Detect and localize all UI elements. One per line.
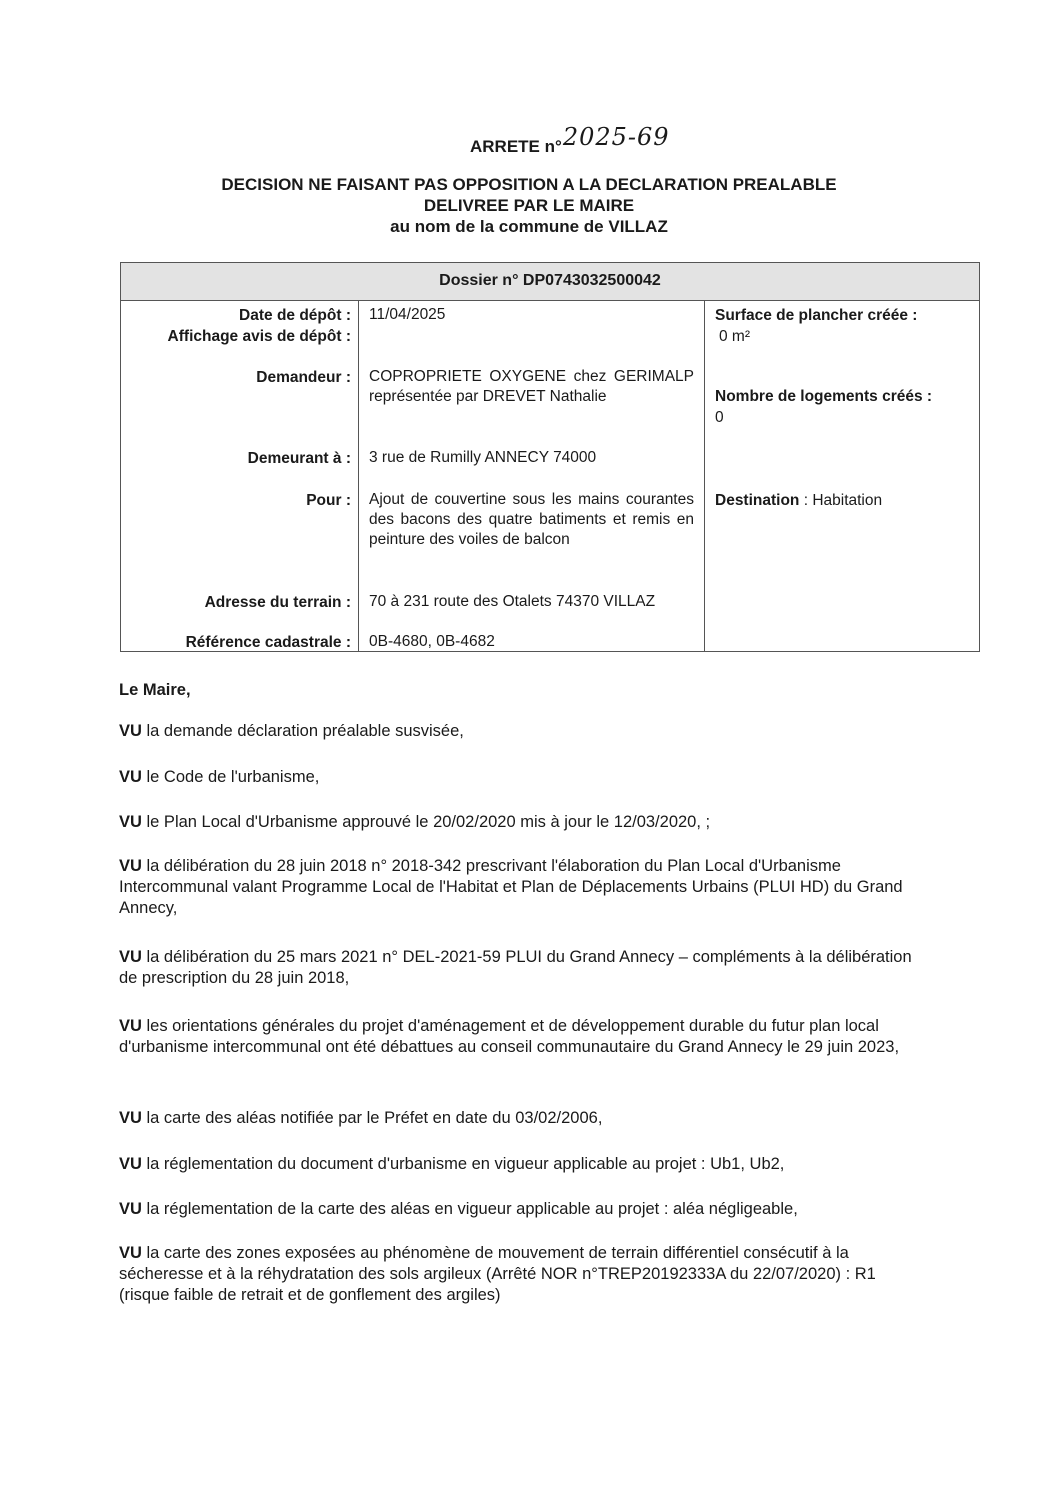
destination-label: Destination <box>715 492 800 509</box>
label-affichage: Affichage avis de dépôt : <box>167 328 351 345</box>
vu-paragraph <box>119 947 929 989</box>
surface-plancher-value: 0 m² <box>719 328 750 345</box>
decision-title <box>120 174 938 237</box>
column-divider <box>704 301 705 651</box>
surface-plancher <box>715 305 973 347</box>
nombre-logements <box>715 386 973 428</box>
vu-text: le Code de l'urbanisme, <box>141 768 320 786</box>
vu-keyword: VU <box>119 1200 142 1218</box>
vu-paragraph <box>119 767 929 788</box>
label-demeurant: Demeurant à : <box>247 450 351 467</box>
arrete-label: ARRETE n° <box>470 137 562 156</box>
destination <box>715 490 973 511</box>
surface-plancher-label: Surface de plancher créée : <box>715 307 918 324</box>
dossier-table <box>120 262 980 652</box>
destination-value: : Habitation <box>799 492 883 509</box>
label-reference-cadastrale: Référence cadastrale : <box>185 634 351 651</box>
handwritten-arrete-number: 2025-69 <box>562 123 670 151</box>
vu-paragraph <box>119 1154 929 1175</box>
value-adresse-terrain: 70 à 231 route des Otalets 74370 VILLAZ <box>369 593 656 610</box>
vu-keyword: VU <box>119 768 142 786</box>
vu-keyword: VU <box>119 1155 142 1173</box>
vu-text: la réglementation du document d'urbanisme en vigueur applicable au projet : Ub1, Ub2, <box>141 1155 785 1173</box>
vu-keyword: VU <box>119 948 142 966</box>
vu-text: la délibération du 25 mars 2021 n° DEL-2021-59 PLUI du Grand Annecy – compléments à la délibération de prescription du 28 juin 2018, <box>119 948 912 987</box>
nombre-logements-label: Nombre de logements créés : <box>715 388 933 405</box>
label-pour: Pour : <box>306 492 351 509</box>
vu-text: la carte des aléas notifiée par le Préfet en date du 03/02/2006, <box>141 1109 603 1127</box>
vu-paragraph <box>119 1243 929 1306</box>
title-line-3: au nom de la commune de VILLAZ <box>390 217 668 236</box>
vu-text: la carte des zones exposées au phénomène de mouvement de terrain différentiel consécutif à la sécheresse et à la réhydratation des sols argileux (Arrêté NOR n°TREP20192333A du 22/07/2020) : R1 (risque faible de retrait et de gonflement des argiles) <box>119 1244 876 1304</box>
vu-keyword: VU <box>119 1109 142 1127</box>
title-line-2: DELIVREE PAR LE MAIRE <box>423 196 635 215</box>
vu-keyword: VU <box>119 1244 142 1262</box>
column-divider <box>358 301 359 651</box>
label-demandeur: Demandeur : <box>256 369 351 386</box>
value-date-depot: 11/04/2025 <box>369 306 446 323</box>
vu-paragraph <box>119 856 929 919</box>
le-maire-intro: Le Maire, <box>119 681 191 699</box>
vu-paragraph <box>119 1199 929 1220</box>
vu-paragraph <box>119 721 929 742</box>
value-demandeur: COPROPRIETE OXYGENE chez GERIMALP représentée par DREVET Nathalie <box>369 368 694 405</box>
vu-text: les orientations générales du projet d'aménagement et de développement durable du futur plan local d'urbanisme intercommunal ont été débattues au conseil communautaire du Grand Annecy le 29 juin 2023, <box>119 1017 900 1056</box>
vu-text: la délibération du 28 juin 2018 n° 2018-342 prescrivant l'élaboration du Plan Local d'Urbanisme Intercommunal valant Programme Local de l'Habitat et Plan de Déplacements Urbains (PLUI HD) du Grand Annecy, <box>119 857 903 917</box>
vu-paragraph <box>119 1016 929 1058</box>
label-date-depot: Date de dépôt : <box>239 307 351 324</box>
dossier-number-header: Dossier n° DP0743032500042 <box>121 263 979 301</box>
arrete-heading <box>470 123 670 158</box>
vu-keyword: VU <box>119 1017 142 1035</box>
vu-keyword: VU <box>119 857 142 875</box>
vu-text: la réglementation de la carte des aléas en vigueur applicable au projet : aléa négligeable, <box>141 1200 798 1218</box>
value-reference-cadastrale: 0B-4680, 0B-4682 <box>369 633 495 650</box>
title-line-1: DECISION NE FAISANT PAS OPPOSITION A LA DECLARATION PREALABLE <box>221 175 837 194</box>
label-adresse-terrain: Adresse du terrain : <box>204 594 351 611</box>
nombre-logements-value: 0 <box>715 409 724 426</box>
vu-keyword: VU <box>119 722 142 740</box>
vu-paragraph <box>119 812 929 833</box>
vu-paragraph <box>119 1108 929 1129</box>
dossier-body <box>121 301 979 651</box>
value-pour: Ajout de couvertine sous les mains courantes des bacons des quatre batiments et remis en peinture des voiles de balcon <box>369 491 694 548</box>
value-demeurant: 3 rue de Rumilly ANNECY 74000 <box>369 449 597 466</box>
vu-keyword: VU <box>119 813 142 831</box>
vu-text: le Plan Local d'Urbanisme approuvé le 20/02/2020 mis à jour le 12/03/2020, ; <box>141 813 711 831</box>
vu-text: la demande déclaration préalable susvisée, <box>141 722 464 740</box>
